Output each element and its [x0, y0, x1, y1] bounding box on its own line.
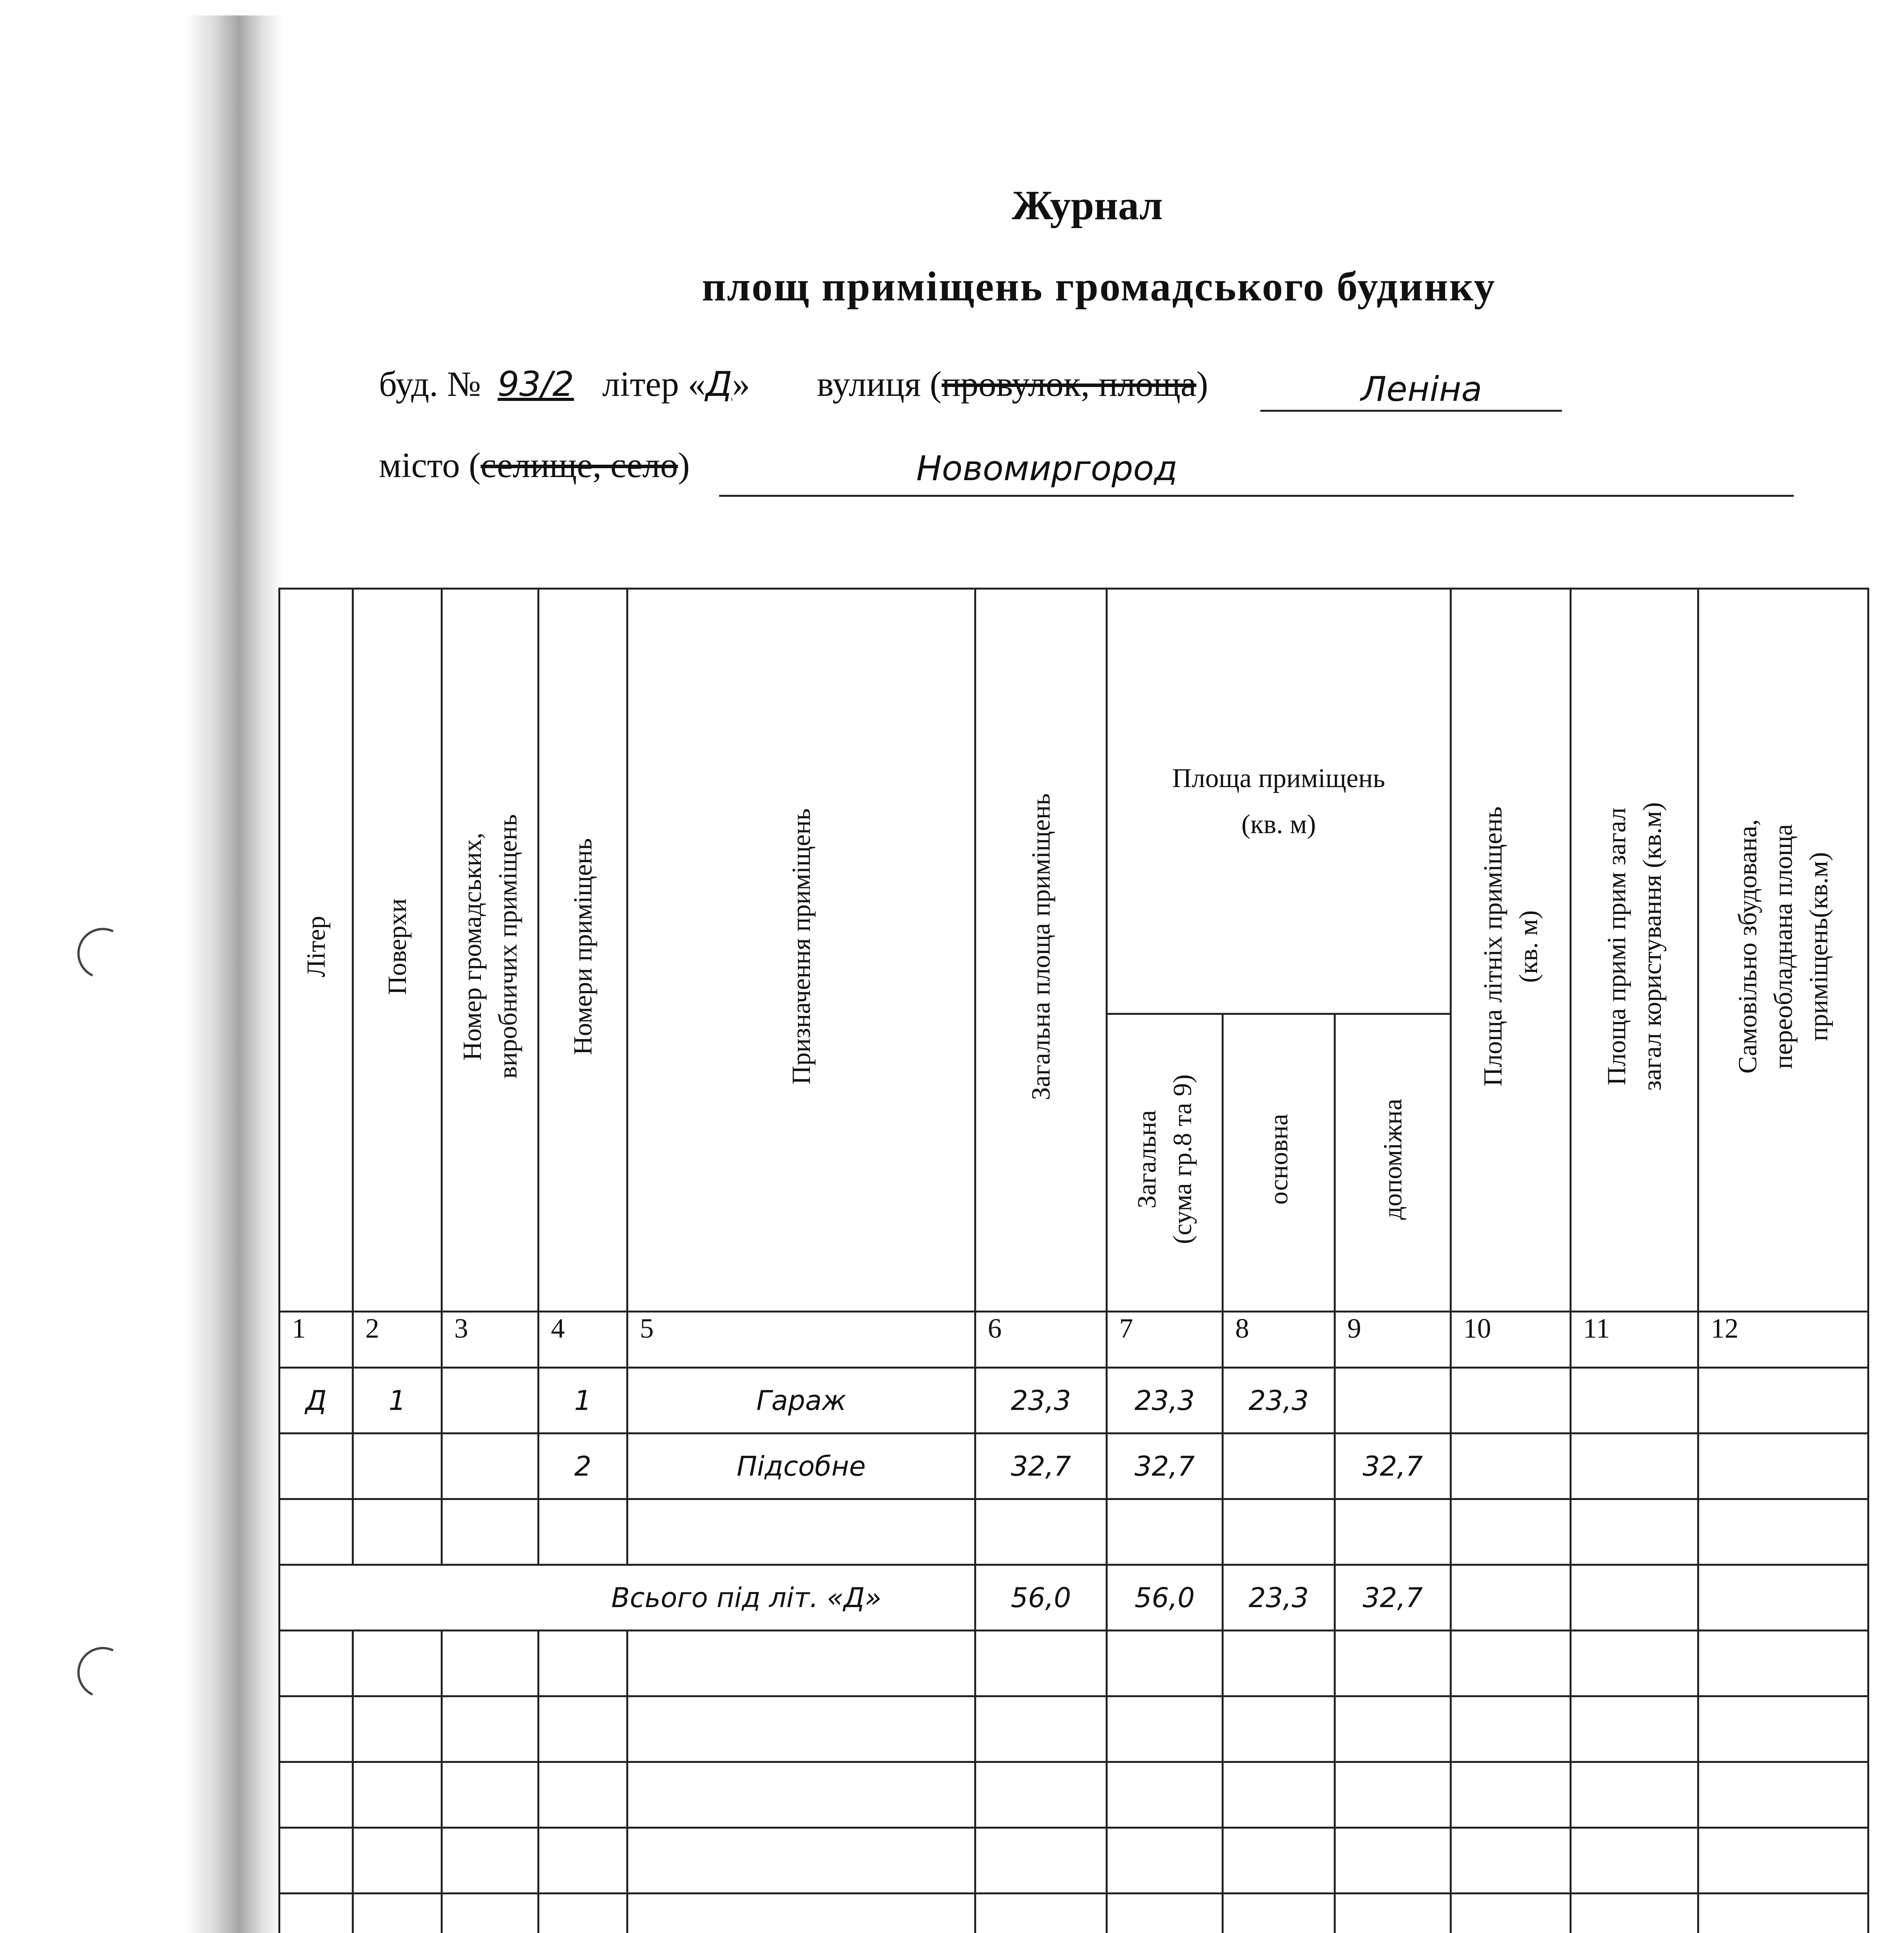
- building-number-label: буд. №: [379, 364, 481, 404]
- header-common-area: Площа примі прим загал загал користування (кв.м): [1571, 589, 1698, 1312]
- address-line-building: [379, 363, 1208, 404]
- total-sum: 56,0: [1107, 1565, 1223, 1631]
- header-sub-total: Загальна (сума гр.8 та 9): [1107, 1014, 1223, 1312]
- cell-empty: [442, 1434, 539, 1499]
- table-row: [280, 1696, 1868, 1762]
- cell-purpose: Гараж: [627, 1368, 975, 1434]
- cell-room-number: 2: [539, 1434, 627, 1499]
- total-aux: 32,7: [1335, 1565, 1451, 1631]
- header-area-group: Площа приміщень (кв. м): [1107, 589, 1451, 1014]
- col-number: 2: [353, 1312, 442, 1368]
- areas-table: [278, 588, 1869, 1933]
- cell-purpose: Підсобне: [627, 1434, 975, 1499]
- liter-close: »: [732, 364, 750, 404]
- table-row: [280, 1499, 1868, 1565]
- cell-area-main: [1223, 1434, 1335, 1499]
- cell-liter: [280, 1434, 353, 1499]
- col-number: 11: [1571, 1312, 1698, 1368]
- cell-floor: 1: [353, 1368, 442, 1434]
- col-number: 8: [1223, 1312, 1335, 1368]
- street-struck-text: провулок, площа: [941, 364, 1197, 404]
- col-number: 12: [1698, 1312, 1868, 1368]
- col-number: 10: [1451, 1312, 1571, 1368]
- street-label: вулиця (: [817, 364, 942, 404]
- header-floors: Поверхи: [353, 589, 442, 1312]
- col-number: 4: [539, 1312, 627, 1368]
- city-close: ): [678, 445, 690, 485]
- liter-value: Д: [706, 364, 732, 404]
- cell-area-aux: [1335, 1368, 1451, 1434]
- cell-area-sum: 32,7: [1107, 1434, 1223, 1499]
- header-total-area: Загальна площа приміщень: [975, 589, 1107, 1312]
- city-value: Новомиргород: [916, 448, 1178, 488]
- city-label: місто (: [379, 445, 481, 485]
- total-label: Всього під літ. «Д»: [280, 1565, 975, 1631]
- cell-empty: [442, 1368, 539, 1434]
- cell-empty: [1571, 1368, 1698, 1434]
- total-area: 56,0: [975, 1565, 1107, 1631]
- col-number: 9: [1335, 1312, 1451, 1368]
- header-unauthorized-area: Самовільно збудована, переобладнана площа приміщень(кв.м): [1698, 589, 1868, 1312]
- punch-hole-mark: [70, 920, 135, 986]
- cell-area-sum: 23,3: [1107, 1368, 1223, 1434]
- cell-empty: [1698, 1434, 1868, 1499]
- street-value: Леніна: [1361, 369, 1482, 409]
- address-line-city: [379, 445, 690, 486]
- cell-room-number: 1: [539, 1368, 627, 1434]
- cell-empty: [1451, 1368, 1571, 1434]
- col-number: 6: [975, 1312, 1107, 1368]
- document-subtitle: площ приміщень громадського будинку: [702, 264, 1496, 310]
- cell-liter: Д: [280, 1368, 353, 1434]
- table-row: [280, 1434, 1868, 1499]
- liter-label: літер «: [602, 364, 706, 404]
- header-liter: Літер: [280, 589, 353, 1312]
- cell-empty: [1698, 1368, 1868, 1434]
- header-sub-main: основна: [1223, 1014, 1335, 1312]
- document-title: Журнал: [1012, 182, 1163, 228]
- table-total-row: [280, 1565, 1868, 1631]
- cell-floor: [353, 1434, 442, 1499]
- header-purpose: Призначення приміщень: [627, 589, 975, 1312]
- table-row: [280, 1762, 1868, 1828]
- header-room-number: Номер громадських, виробничих приміщень: [442, 589, 539, 1312]
- table-row: [280, 1631, 1868, 1696]
- cell-total-area: 32,7: [975, 1434, 1107, 1499]
- cell-total-area: 23,3: [975, 1368, 1107, 1434]
- cell-area-main: 23,3: [1223, 1368, 1335, 1434]
- punch-hole-mark: [70, 1640, 135, 1705]
- column-number-row: [280, 1312, 1868, 1368]
- city-underline: [719, 495, 1794, 497]
- header-summer-area: Площа літніх приміщень (кв. м): [1451, 589, 1571, 1312]
- total-main: 23,3: [1223, 1565, 1335, 1631]
- city-struck-text: селище, село: [481, 445, 678, 485]
- col-number: 1: [280, 1312, 353, 1368]
- cell-empty: [1451, 1434, 1571, 1499]
- street-underline: [1260, 410, 1562, 412]
- cell-empty: [1571, 1434, 1698, 1499]
- col-number: 3: [442, 1312, 539, 1368]
- col-number: 7: [1107, 1312, 1223, 1368]
- col-number: 5: [627, 1312, 975, 1368]
- building-number-value: 93/2: [498, 364, 574, 404]
- header-room-numbers: Номери приміщень: [539, 589, 627, 1312]
- table-row: [280, 1368, 1868, 1434]
- cell-area-aux: 32,7: [1335, 1434, 1451, 1499]
- header-sub-aux: допоміжна: [1335, 1014, 1451, 1312]
- table-row: [280, 1828, 1868, 1894]
- table-row: [280, 1894, 1868, 1933]
- street-close: ): [1196, 364, 1209, 404]
